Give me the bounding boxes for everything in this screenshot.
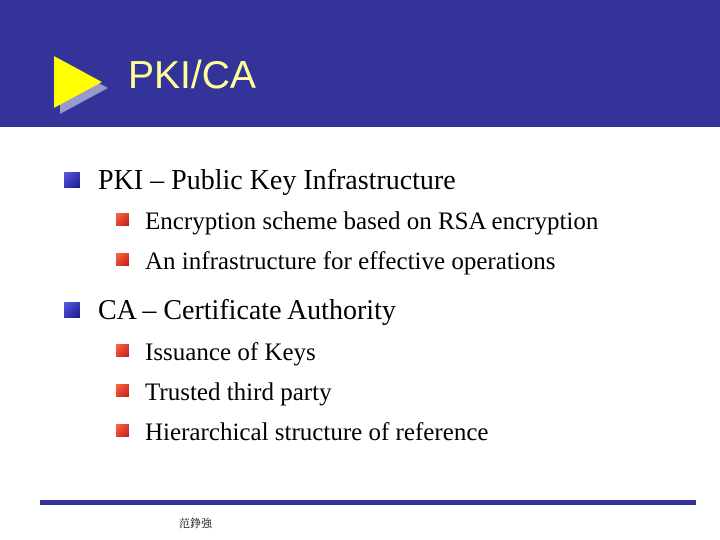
sub-bullet-encryption-scheme: Encryption scheme based on RSA encryption <box>145 208 599 235</box>
sub-bullet-issuance: Issuance of Keys <box>145 339 316 366</box>
sub-bullet-infrastructure: An infrastructure for effective operations <box>145 248 556 275</box>
square-bullet-icon <box>116 344 129 357</box>
sub-bullet-hierarchy: Hierarchical structure of reference <box>145 419 489 446</box>
square-bullet-icon <box>116 253 129 266</box>
slide-title: PKI/CA <box>128 54 256 97</box>
square-bullet-icon <box>64 302 80 318</box>
bullet-pki: PKI – Public Key Infrastructure <box>98 165 456 196</box>
bullet-ca: CA – Certificate Authority <box>98 295 396 326</box>
sub-bullet-trusted-party: Trusted third party <box>145 379 332 406</box>
footer-divider <box>40 500 696 505</box>
square-bullet-icon <box>64 172 80 188</box>
play-arrow-icon <box>50 54 110 116</box>
square-bullet-icon <box>116 424 129 437</box>
square-bullet-icon <box>116 213 129 226</box>
square-bullet-icon <box>116 384 129 397</box>
footer-author: 范錚強 <box>179 517 212 530</box>
